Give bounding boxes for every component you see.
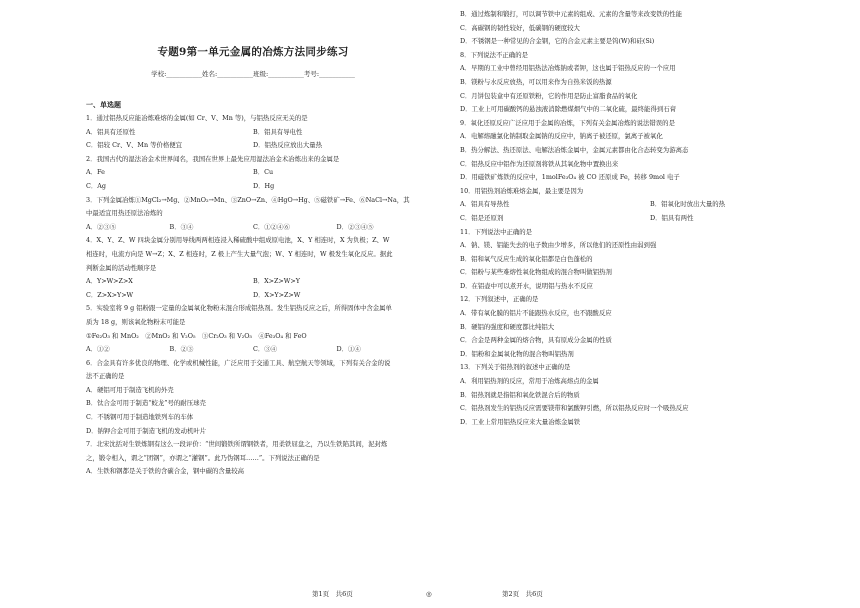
question-13: 13．下列关于铝热剂的叙述中正确的是	[460, 363, 571, 372]
page-separator-icon: ◎	[426, 590, 432, 598]
option-3a: A．②③⑤	[86, 222, 117, 231]
option-5c: C．③④	[253, 345, 278, 354]
option-12a: A．带有氧化膜的铝片不能跟热水反应，也不跟酸反应	[460, 309, 612, 318]
option-13b: B．铝热剂就是指铝和氧化铁混合后的物质	[460, 390, 580, 399]
option-4a: A．Y>W>Z>X	[86, 277, 133, 286]
option-6b: B．钛合金可用于制造“蛟龙”号的耐压球壳	[86, 399, 206, 408]
option-7c: C．高碳钢的韧性较好，低碳钢的硬度较大	[460, 23, 580, 32]
option-9c: C．铝热反应中铝作为还原剂将铁从其氧化物中置换出来	[460, 159, 619, 168]
option-8d: D．工业上可用碳酸钙的悬浊液消除燃煤烟气中的二氧化硫，最终能得到石膏	[460, 105, 677, 114]
option-9d: D．用磁铁矿炼铁的反应中，1molFe₃O₄ 被 CO 还原成 Fe，转移 9mol 电子	[460, 173, 680, 182]
question-2: 2．我国古代的湿法冶金术世界闻名，我国在世界上最先应用湿法冶金术冶炼出来的金属是	[86, 154, 340, 163]
question-3-line-1: 3．下列金属冶炼①MgCl₂→Mg、②MnO₂→Mn、③ZnO→Zn、④HgO→Hg、⑤磁铁矿→Fe、⑥NaCl→Na，其	[86, 195, 410, 204]
option-10c: C．铝是还原剂	[460, 213, 504, 222]
question-4-line-3: 判断金属的活动性顺序是	[86, 263, 157, 272]
option-1d: D．铝热反应放出大量热	[253, 141, 323, 150]
option-6c: C．不锈钢可用于制造地铁列车的车体	[86, 413, 194, 422]
option-5b: B．②③	[169, 345, 194, 354]
section-heading: 一、单选题	[86, 100, 121, 109]
option-4d: D．X>Y>Z>W	[253, 290, 301, 299]
option-6a: A．硬铝可用于制造飞机的外壳	[86, 385, 174, 394]
option-1a: A．铝具有还原性	[86, 127, 136, 136]
option-8c: C．月饼包装盒中有还原铁粉，它的作用是防止富脂食品的氧化	[460, 91, 638, 100]
question-7-line-2: 之，锻令相入，谓之“团钢”，亦谓之“灌钢”。此乃伪钢耳……”。下列说法正确的是	[86, 453, 320, 462]
option-2c: C．Ag	[86, 181, 106, 190]
option-7a: A．生铁和钢都是关于铁的含碳合金，钢中碳的含量较高	[86, 467, 244, 476]
question-5-line-2: 质为 18 g，则该氧化物粉末可能是	[86, 317, 186, 326]
option-2a: A．Fe	[86, 168, 105, 177]
option-3b: B．③④	[169, 222, 194, 231]
question-3-line-2: 中最适宜用热还原法冶炼的	[86, 209, 163, 218]
option-10d: D．铝具有两性	[650, 213, 694, 222]
option-1b: B．铝具有导电性	[253, 127, 303, 136]
question-5-line-1: 5．实验室将 9 g 铝粉跟一定量的金属氧化物粉末混合形成铝热剂。发生铝热反应之后，所得固体中含金属单	[86, 304, 392, 313]
option-12c: C．合金是两种金属的熔合物，具有原成分金属的性质	[460, 336, 612, 345]
option-11c: C．铝粉与某些难熔性氧化物组成的混合物叫做铝热剂	[460, 268, 612, 277]
option-7b: B．通过炼制和锻打，可以调节铁中元素的组成、元素的含量等来改变铁的性能	[460, 10, 682, 18]
option-11a: A．钠、镁、铝能失去的电子数由少增多，所以他们的还原性由弱到强	[460, 241, 657, 250]
option-12b: B．硬铝的强度和硬度都比纯铝大	[460, 322, 555, 331]
option-9a: A．电解熔融氯化钠制取金属钠的反应中，钠离子被还原，氯离子被氧化	[460, 132, 663, 141]
option-11b: B．铝和氧气反应生成的氧化铝都是白色蓬松的	[460, 254, 593, 263]
page-number-right: 第2页 共6页	[502, 590, 543, 598]
option-13d: D．工业上常用铝热反应来大量冶炼金属铁	[460, 417, 581, 426]
question-1: 1．通过铝热反应能冶炼难熔的金属(如 Cr、V、Mn 等)，与铝热反应无关的是	[86, 114, 308, 122]
option-8a: A．早期的工业中曾经用铝热法冶炼钠或者钾，这也属于铝热反应的一个应用	[460, 64, 676, 73]
question-4-line-2: 相连时，电流方向是 W→Z；X、Z 相连时，Z 极上产生大量气泡；W、Y 相连时，W 极发生氧化反应。据此	[86, 249, 393, 258]
option-4c: C．Z>X>Y>W	[86, 290, 134, 299]
option-13a: A．利用铝热剂的反应，常用于冶炼高熔点的金属	[460, 377, 599, 386]
question-9: 9．氧化还原反应广泛应用于金属的冶炼，下列有关金属冶炼的说法错误的是	[460, 118, 675, 127]
option-1c: C．铝较 Cr、V、Mn 等价格便宜	[86, 141, 183, 150]
option-9b: B．热分解法、热还原法、电解法冶炼金属中，金属元素都由化合态转变为游离态	[460, 145, 689, 154]
option-8b: B．镁粉与水反应放热，可以用来作为自热米饭的热源	[460, 77, 612, 86]
option-13c: C．铝热剂发生的铝热反应需要镁带和氯酸钾引燃，所以铝热反应时一个吸热反应	[460, 404, 689, 413]
question-11: 11．下列说法中正确的是	[460, 227, 533, 236]
option-2d: D．Hg	[253, 181, 275, 190]
student-info-line: 学校:___________姓名:___________班级:___________考号:___________	[151, 70, 355, 78]
question-8: 8．下列说法不正确的是	[460, 50, 528, 59]
option-10b: B．铝氧化时放出大量的热	[650, 200, 725, 209]
page-number-left: 第1页 共6页	[312, 590, 353, 598]
question-6-line-2: 法不正确的是	[86, 372, 125, 381]
option-3c: C．①②④⑥	[253, 222, 290, 231]
option-2b: B．Cu	[253, 168, 274, 177]
option-4b: B．X>Z>W>Y	[253, 277, 300, 286]
option-12d: D．铝粉和金属氧化物的混合物叫铝热剂	[460, 349, 574, 358]
question-10: 10．用铝热剂冶炼难熔金属，最主要是因为	[460, 186, 584, 195]
question-6-line-1: 6．合金具有许多优良的物理、化学或机械性能，广泛应用于交通工具、航空航天等领域，下列有关合金的说	[86, 358, 391, 367]
option-7d: D．不锈钢是一种常见的合金钢，它的合金元素主要是钨(W)和硅(Si)	[460, 37, 655, 46]
question-12: 12．下列叙述中，正确的是	[460, 295, 539, 304]
question-4-line-1: 4．X、Y、Z、W 四块金属分别用导线两两相连浸入稀硫酸中组成原电池，X、Y 相连时，X 为负极；Z、W	[86, 236, 390, 245]
option-5a: A．①②	[86, 345, 110, 354]
right-page	[430, 0, 860, 608]
option-3d: D．②③④⑤	[336, 222, 374, 231]
option-5d: D．①④	[336, 345, 361, 354]
question-7-line-1: 7．北宋沈括对生铁炼钢有这么一段评价：“世间锻铁所谓钢铁者，用柔铁屈盘之，乃以生铁陷其间，泥封炼	[86, 440, 388, 449]
document-title: 专题9第一单元金属的冶炼方法同步练习	[157, 46, 349, 58]
option-11d: D．在铝壶中可以煮开水，说明铝与热水不反应	[460, 281, 593, 290]
option-6d: D．钠钾合金可用于制造飞机的发动机叶片	[86, 426, 207, 435]
option-10a: A．铝具有导热性	[460, 200, 510, 209]
question-5-line-3: ①Fe₂O₃ 和 MnO₂ ②MnO₂ 和 V₂O₅ ③Cr₂O₃ 和 V₂O₅ ④Fe₃O₄ 和 FeO	[86, 331, 307, 340]
